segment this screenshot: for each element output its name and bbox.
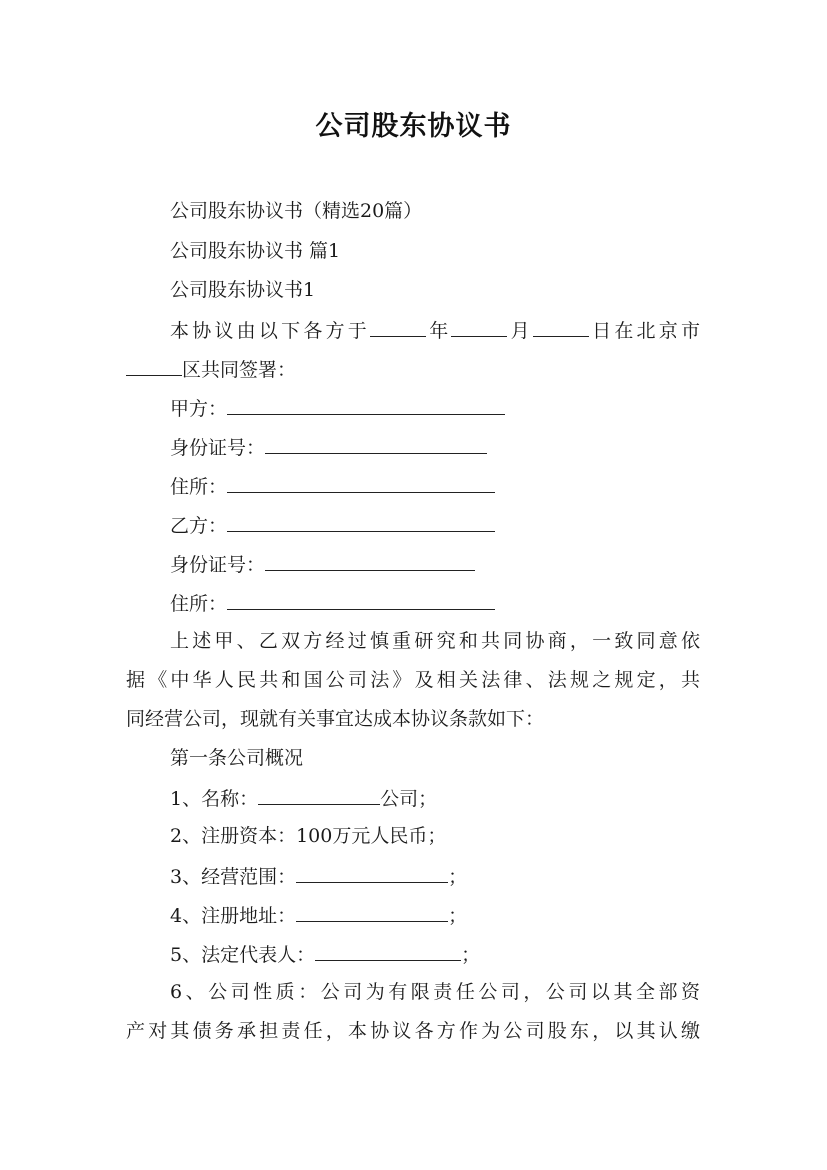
address-b-row <box>170 589 495 617</box>
clause-address-row <box>170 901 467 929</box>
id-b-label: 身份证号： <box>170 554 266 576</box>
party-a-label: 甲方： <box>170 398 228 420</box>
clause-rep-row <box>170 940 480 968</box>
article-1-heading: 第一条公司概况 <box>170 747 304 769</box>
clause-scope-suffix: ； <box>448 866 468 888</box>
blank-registered-address <box>296 901 448 922</box>
clause-address-label: 4、注册地址： <box>170 905 297 927</box>
clause-scope-label: 3、经营范围： <box>170 866 297 888</box>
preamble-line-3: 同经营公司，现就有关事宜达成本协议条款如下： <box>126 708 545 730</box>
clause-rep-label: 5、法定代表人： <box>170 944 316 966</box>
blank-party-a <box>227 394 505 415</box>
party-b-label: 乙方： <box>170 515 228 537</box>
address-b-label: 住所： <box>170 593 228 615</box>
blank-party-b <box>227 511 495 532</box>
intro-month: 月 <box>507 320 533 342</box>
section-heading: 公司股东协议书1 <box>170 279 316 301</box>
id-b-row <box>170 550 475 578</box>
address-a-label: 住所： <box>170 476 228 498</box>
id-a-label: 身份证号： <box>170 437 266 459</box>
blank-address-a <box>227 472 495 493</box>
blank-district <box>126 355 182 376</box>
blank-year <box>370 316 426 337</box>
clause-address-suffix: ； <box>448 905 468 927</box>
blank-month <box>451 316 507 337</box>
blank-id-a <box>265 433 487 454</box>
clause-nature-line-1: 6、公司性质：公司为有限责任公司，公司以其全部资 <box>170 981 700 1003</box>
clause-rep-suffix: ； <box>461 944 481 966</box>
clause-capital: 2、注册资本：100万元人民币； <box>170 825 447 847</box>
blank-company-name <box>258 784 380 805</box>
blank-scope <box>296 862 448 883</box>
document-title: 公司股东协议书 <box>315 111 512 142</box>
preamble-line-1: 上述甲、乙双方经过慎重研究和共同协商，一致同意依 <box>170 630 700 652</box>
clause-scope-row <box>170 862 467 890</box>
blank-day <box>533 316 589 337</box>
intro-text: 本协议由以下各方于 <box>170 320 370 342</box>
intro-district: 区共同签署： <box>182 359 297 381</box>
intro-year: 年 <box>425 320 452 342</box>
id-a-row <box>170 433 487 461</box>
clause-name-row <box>170 784 437 812</box>
blank-legal-rep <box>315 940 461 961</box>
party-a-row <box>170 394 505 422</box>
clause-nature-line-2: 产对其债务承担责任，本协议各方作为公司股东，以其认缴 <box>126 1020 700 1042</box>
document-subtitle: 公司股东协议书（精选20篇） <box>170 200 423 222</box>
blank-id-b <box>265 550 475 571</box>
intro-line-1 <box>170 316 700 344</box>
address-a-row <box>170 472 495 500</box>
blank-address-b <box>227 589 495 610</box>
intro-line-2 <box>126 355 296 383</box>
party-b-row <box>170 511 495 539</box>
intro-day-place: 日在北京市 <box>588 320 700 342</box>
clause-name-label: 1、名称： <box>170 788 259 810</box>
clause-name-suffix: 公司； <box>380 788 438 810</box>
chapter-heading: 公司股东协议书 篇1 <box>170 240 341 262</box>
preamble-line-2: 据《中华人民共和国公司法》及相关法律、法规之规定，共 <box>126 669 700 691</box>
